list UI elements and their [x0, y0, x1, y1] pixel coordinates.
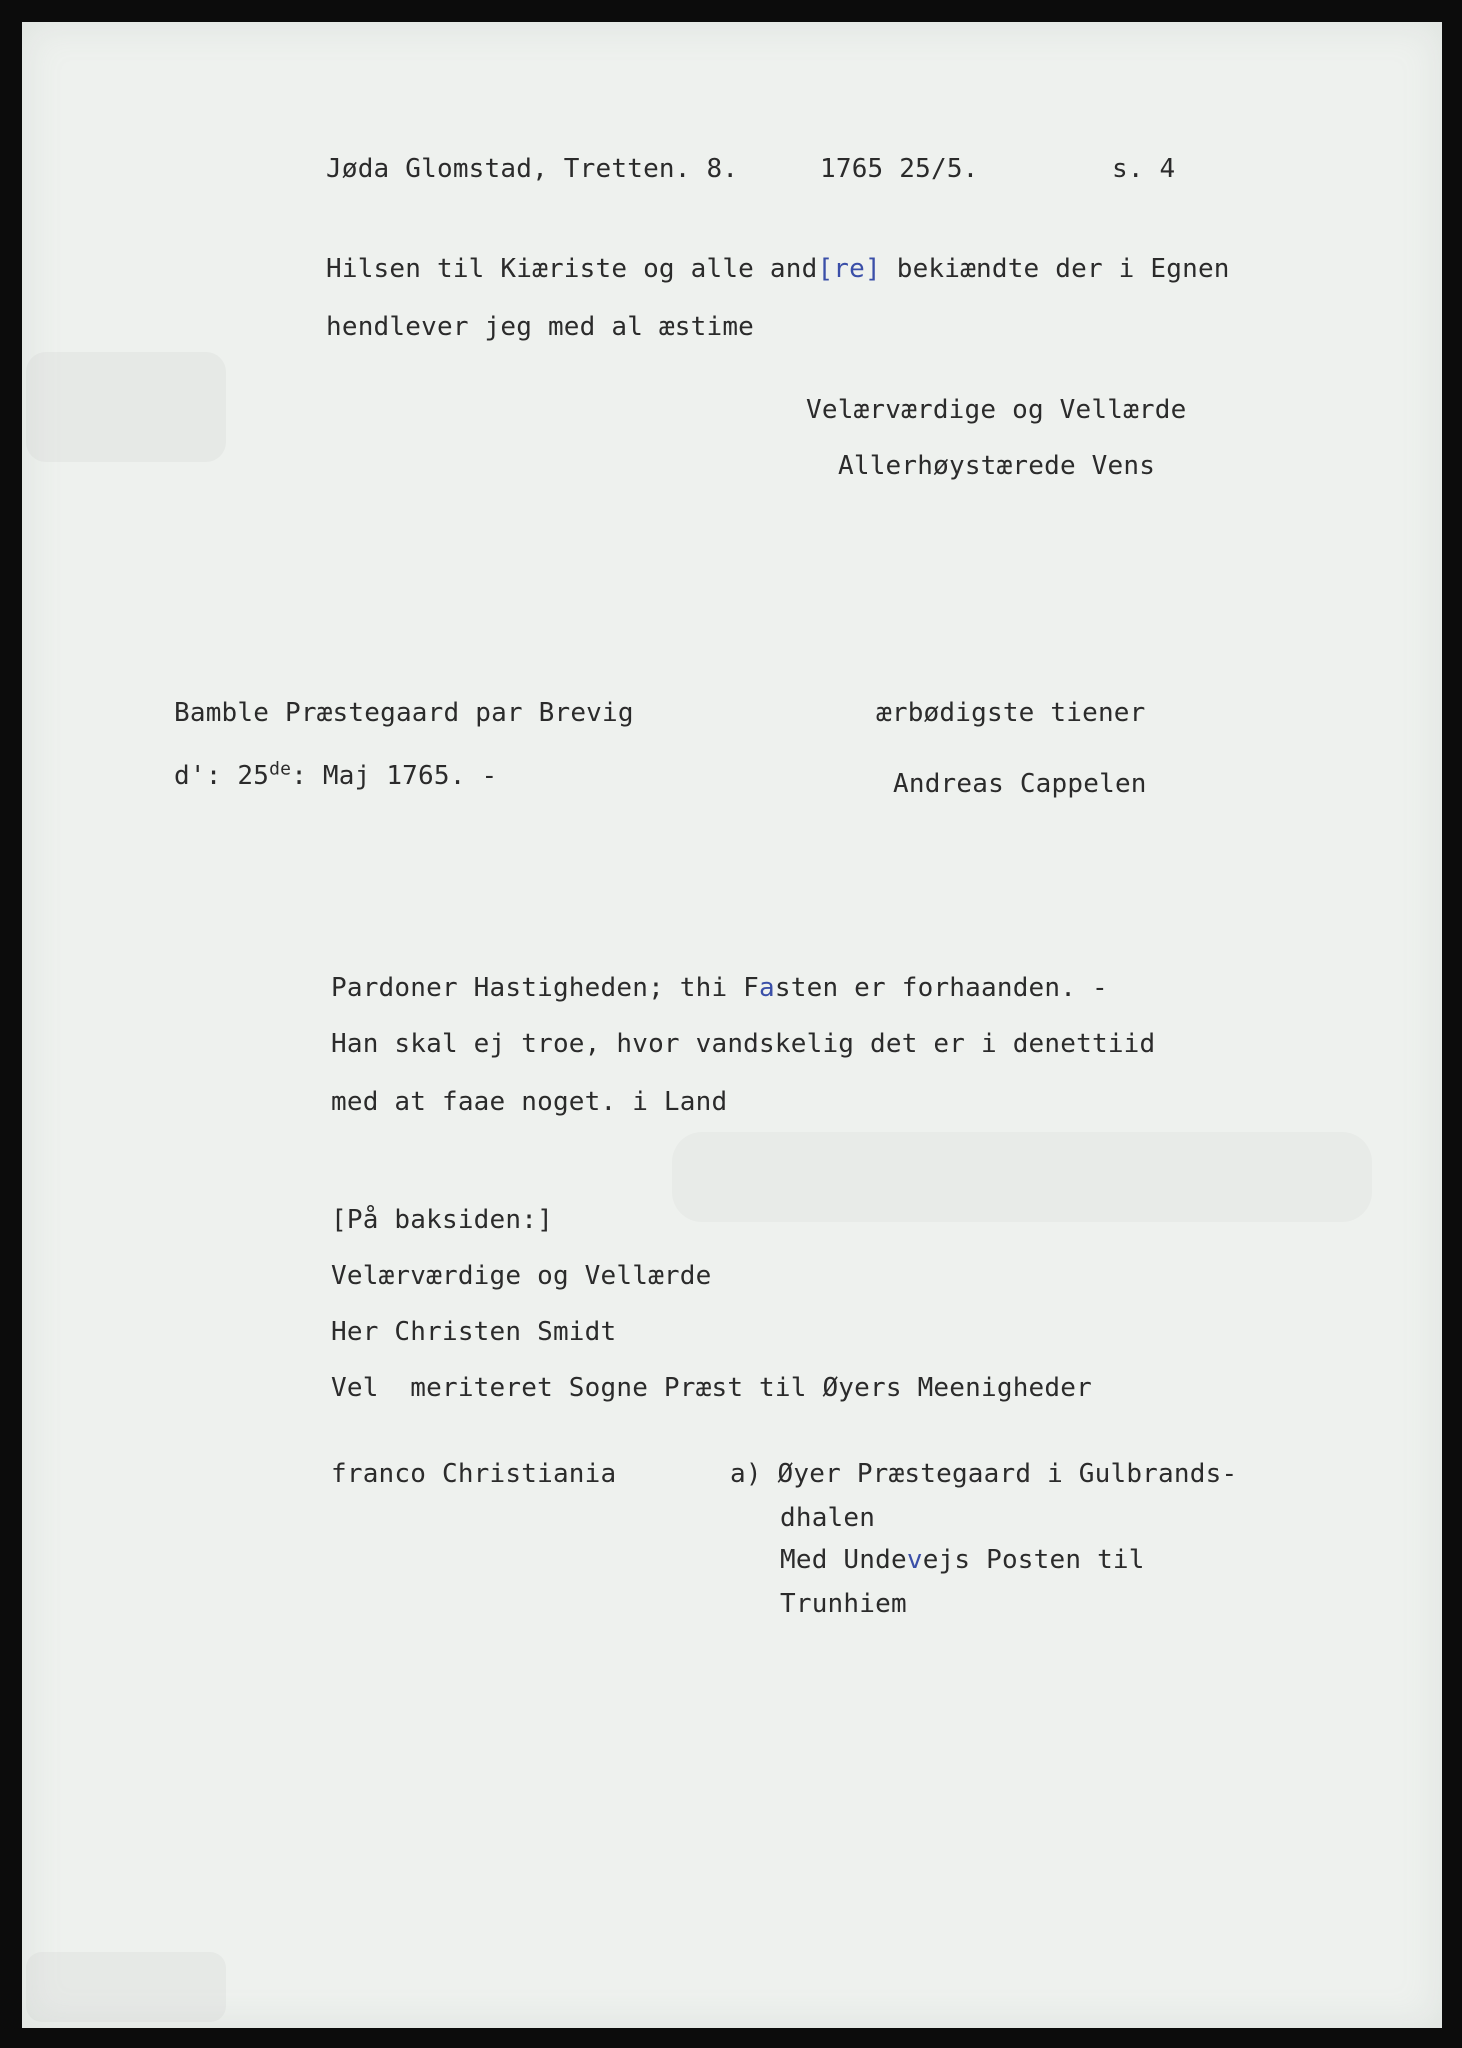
destination-line-3	[780, 1544, 1145, 1576]
postscript-line-3: med at faae noget. i Land	[331, 1087, 728, 1117]
editorial-insert: [re]	[817, 254, 881, 284]
header-date: 1765 25/5.	[820, 154, 979, 184]
address-line-3: Vel meriteret Sogne Præst til Øyers Meenigheder	[331, 1373, 1092, 1403]
destination-line-4: Trunhiem	[780, 1589, 907, 1619]
destination-line-3-a: Med Unde	[780, 1545, 907, 1575]
postscript-line-2: Han skal ej troe, hvor vandskelig det er i denettiid	[331, 1029, 1156, 1059]
bleed-through-mark	[26, 1952, 226, 2022]
backside-note: [På baksiden:]	[331, 1205, 553, 1235]
greeting-line-2: hendlever jeg med al æstime	[326, 312, 755, 342]
postscript-line-1-a: Pardoner Hastigheden; thi F	[331, 973, 760, 1003]
destination-line-1: a) Øyer Præstegaard i Gulbrands-	[730, 1459, 1238, 1489]
franco-line: franco Christiania	[331, 1459, 617, 1489]
destination-line-2: dhalen	[780, 1503, 876, 1533]
address-line-1: Velærværdige og Vellærde	[331, 1261, 712, 1291]
salutation-line-2: Allerhøystærede Vens	[838, 451, 1156, 481]
destination-line-3-b: ejs Posten til	[922, 1545, 1145, 1575]
postscript-line-1-b: sten er forhaanden. -	[774, 973, 1108, 1003]
postscript-line-1	[331, 972, 1108, 1004]
signature-name: Andreas Cappelen	[893, 769, 1147, 799]
handwritten-correction: a	[759, 973, 775, 1003]
date-line	[174, 760, 497, 792]
bleed-through-mark	[672, 1132, 1372, 1222]
date-line-b: : Maj 1765. -	[291, 761, 498, 791]
closing-line: ærbødigste tiener	[876, 698, 1146, 728]
salutation-line-1: Velærværdige og Vellærde	[806, 395, 1187, 425]
handwritten-correction: v	[906, 1545, 923, 1575]
greeting-line-1-a: Hilsen til Kiæriste og alle and	[326, 254, 818, 284]
address-line-2: Her Christen Smidt	[331, 1317, 617, 1347]
date-line-a: d': 25	[174, 761, 270, 791]
greeting-line-1	[326, 253, 1230, 285]
page-number: s. 4	[1112, 154, 1176, 184]
place-line: Bamble Præstegaard par Brevig	[174, 698, 634, 728]
greeting-line-1-b: bekiændte der i Egnen	[880, 254, 1230, 284]
header-name-place: Jøda Glomstad, Tretten. 8.	[326, 154, 739, 184]
bleed-through-mark	[26, 352, 226, 462]
date-superscript: de	[269, 758, 292, 780]
